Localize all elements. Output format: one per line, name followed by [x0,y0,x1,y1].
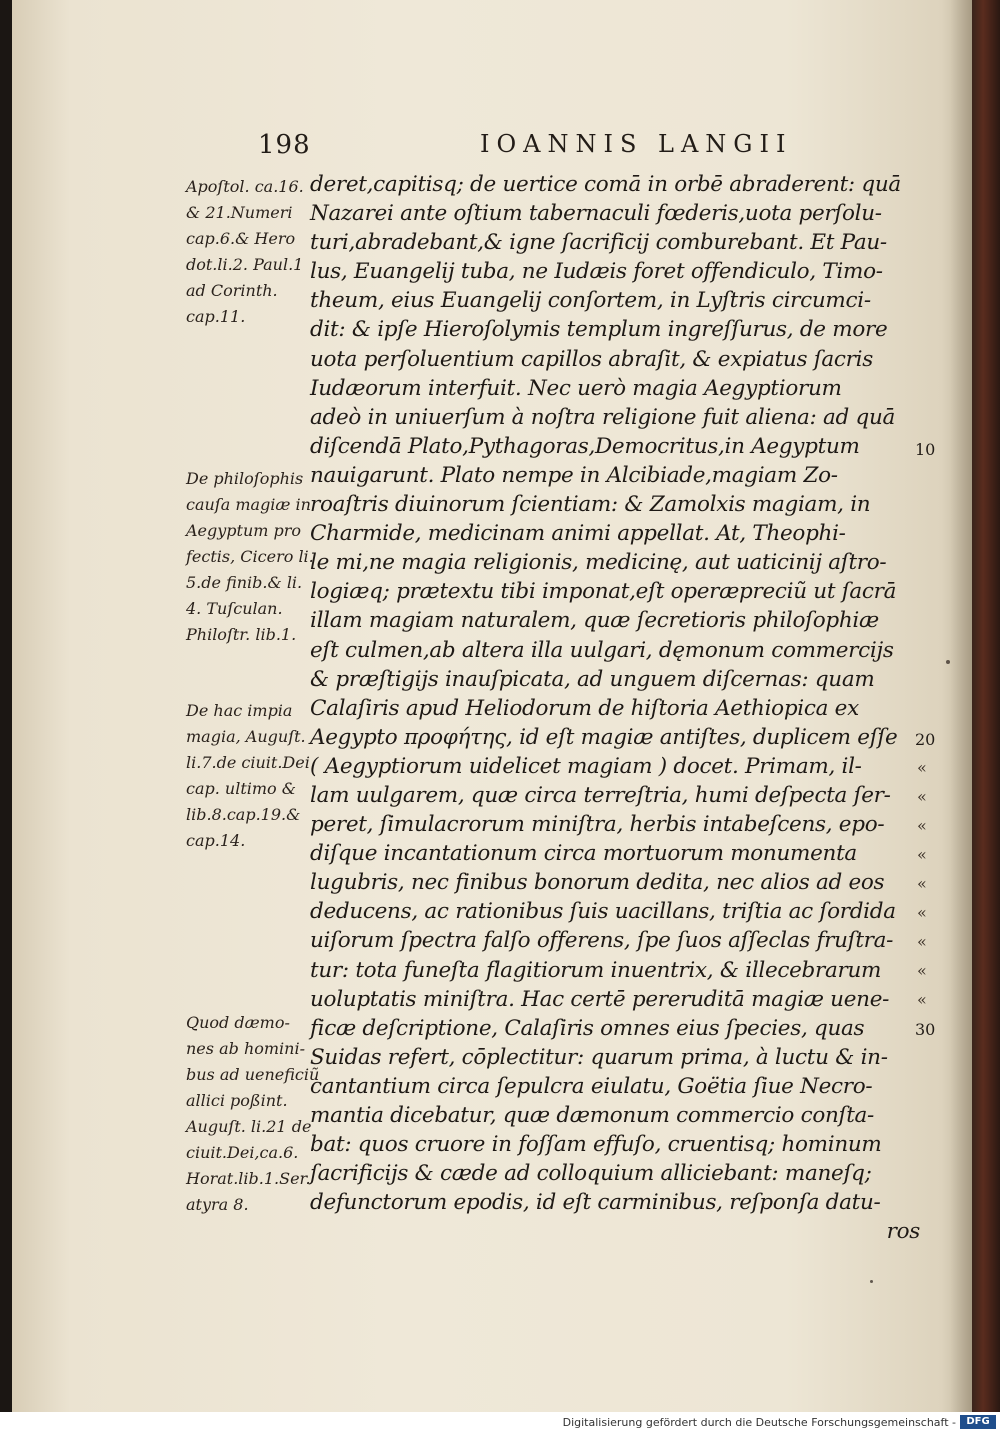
margin-note-line: bus ad ueneficiũ [186,1065,320,1084]
text-line: diſque incantationum circa mortuorum monumenta [310,841,857,867]
margin-note-line: ad Corinth. [186,281,278,300]
text-line: ſacrificijs & cæde ad colloquium alliciebant: maneſq; [310,1161,872,1187]
running-head [258,130,818,170]
margin-note-line: Horat.lib.1.Ser. [186,1169,311,1188]
margin-note-line: 5.de finib.& li. [186,573,303,592]
text-line: adeò in uniuerſum à noſtra religione fuit aliena: ad quā [310,404,896,430]
dfg-logo: DFG [960,1415,996,1429]
text-line: roaſtris diuinorum ſcientiam: & Zamolxis magiam, in [310,492,871,518]
paper-speck [870,1280,873,1283]
text-line: eſt culmen,ab altera illa uulgari, dęmonum commercijs [310,637,894,663]
text-line: logiæq; prætextu tibi imponat,eſt operæpreciũ ut ſacrā [310,579,897,605]
margin-note-line: & 21.Numeri [186,203,293,222]
margin-note-line: De hac impia [186,701,293,720]
main-text-block [310,170,920,1246]
text-line: Calaſiris apud Heliodorum de hiſtoria Aethiopica ex [310,695,859,721]
margin-note-line: li.7.de ciuit.Dei [186,753,310,772]
quotation-mark: « [917,816,927,835]
text-line: turi,abradebant,& igne ſacrificij comburebant. Et Pau- [310,230,887,256]
text-line: & præſtigijs inauſpicata, ad unguem diſcernas: quam [310,666,875,692]
margin-note-line: dot.li.2. Paul.1 [186,255,304,274]
text-line-catchword: ros [886,1219,920,1245]
quotation-mark: « [917,845,927,864]
quotation-mark: « [917,874,927,893]
text-line: Suidas refert, cōplectitur: quarum prima, à luctu & in- [310,1044,888,1070]
text-line: Iudæorum interfuit. Nec uerò magia Aegyptiorum [310,375,842,401]
text-line: uota perſoluentium capillos abraſit, & expiatus ſacris [310,346,873,372]
digitization-footer [0,1412,1000,1432]
margin-note-line: cap.14. [186,831,246,850]
book-binding-edge [972,0,1000,1412]
page-number: 198 [258,130,311,160]
margin-note [186,698,316,854]
text-line: Charmide, medicinam animi appellat. At, Theophi- [310,521,846,547]
line-number: 30 [915,1020,936,1039]
quotation-mark: « [917,961,927,980]
funding-credit: Digitalisierung gefördert durch die Deutsche Forschungsgemeinschaft - [562,1416,956,1429]
margin-note-line: De philoſophis [186,469,304,488]
quotation-mark: « [917,787,927,806]
text-line: peret, ſimulacrorum miniſtra, herbis intabeſcens, epo- [310,812,885,838]
text-line: bat: quos cruore in foſſam effuſo, cruentisq; hominum [310,1132,882,1158]
margin-note-line: Apoſtol. ca.16. [186,177,304,196]
quotation-mark: « [917,903,927,922]
text-line: dit: & ipſe Hieroſolymis templum ingreſſurus, de more [310,317,888,343]
text-line: lugubris, nec finibus bonorum dedita, nec alios ad eos [310,870,885,896]
text-line: lam uulgarem, quæ circa terreſtria, humi deſpecta ſer- [310,782,891,808]
margin-note-line: Quod dæmo- [186,1013,290,1032]
margin-note-line: ciuit.Dei,ca.6. [186,1143,299,1162]
text-line: nauigarunt. Plato nempe in Alcibiade,magiam Zo- [310,462,838,488]
margin-note-line: Philoſtr. lib.1. [186,625,297,644]
text-line: uoluptatis miniſtra. Hac certē pereruditā magiæ uene- [310,986,890,1012]
margin-note-line: Auguſt. li.21 de [186,1117,312,1136]
margin-note-line: magia, Auguſt. [186,727,306,746]
text-line: ficæ deſcriptione, Calaſiris omnes eius ſpecies, quas [310,1015,865,1041]
margin-note-line: allici poßint. [186,1091,288,1110]
text-line: Nazarei ante oſtium tabernaculi fœderis,uota perſolu- [310,201,882,227]
quotation-mark: « [917,990,927,1009]
text-line: ( Aegyptiorum uidelicet magiam ) docet. Primam, il- [310,753,862,779]
margin-note-line: cap.11. [186,307,246,326]
margin-note-line: cap.6.& Hero [186,229,296,248]
margin-note [186,174,316,330]
margin-note-line: fectis, Cicero li. [186,547,314,566]
line-number: 10 [915,440,936,459]
quotation-mark: « [917,758,927,777]
text-line: tur: tota funeſta flagitiorum inuentrix, & illecebrarum [310,957,882,983]
text-line: le mi,ne magia religionis, medicinę, aut uaticinij aſtro- [310,550,887,576]
paper-speck [946,660,950,664]
text-line: deducens, ac rationibus ſuis uacillans, triſtia ac ſordida [310,899,896,925]
margin-note [186,1010,320,1218]
margin-note-line: cauſa magiæ in [186,495,311,514]
text-line: Aegypto προφήτης, id eſt magiæ antiſtes, duplicem eſſe [310,724,898,750]
margin-note-line: cap. ultimo & [186,779,297,798]
line-number: 20 [915,730,936,749]
text-line: deret,capitisq; de uertice comā in orbē abraderent: quā [310,172,901,197]
text-line: mantia dicebatur, quæ dæmonum commercio conſta- [310,1103,875,1128]
text-line: cantantium circa ſepulcra eiulatu, Goëtia ſiue Necro- [310,1073,873,1099]
margin-note-line: Aegyptum pro [186,521,302,540]
quotation-mark: « [917,932,927,951]
text-line: theum, eius Euangelij conſortem, in Lyſtris circumci- [310,288,871,314]
text-line: lus, Euangelij tuba, ne Iudæis foret offendiculo, Timo- [310,259,883,285]
text-line: illam magiam naturalem, quæ ſecretioris philoſophiæ [310,608,879,634]
text-line: diſcendā Plato,Pythagoras,Democritus,in Aegyptum [310,433,860,459]
running-title: IOANNIS LANGII [480,130,793,158]
margin-note-line: lib.8.cap.19.& [186,805,301,824]
margin-note-line: nes ab homini- [186,1039,305,1058]
text-line: defunctorum epodis, id eſt carminibus, reſponſa datu- [310,1190,881,1216]
text-line: uiſorum ſpectra falſo offerens, ſpe ſuos aſſeclas fruſtra- [310,928,894,954]
margin-note-line: atyra 8. [186,1195,249,1214]
margin-note [186,466,316,648]
margin-note-line: 4. Tuſculan. [186,599,283,618]
